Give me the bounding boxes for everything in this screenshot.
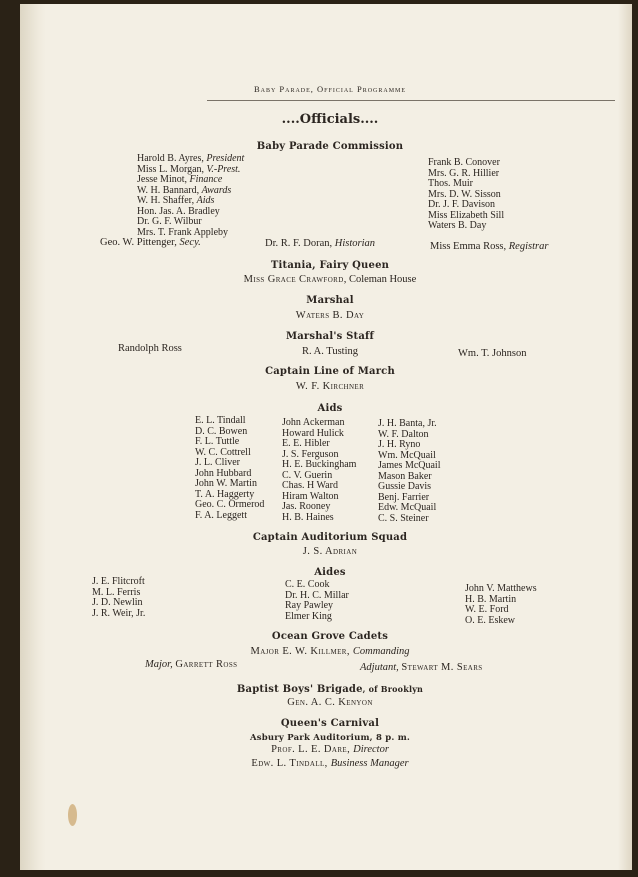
list-item: Elmer King — [285, 610, 332, 622]
aids-column-2 — [282, 418, 356, 523]
marshal-name: Waters B. Day — [295, 310, 365, 321]
list-item: T. A. Haggerty — [195, 488, 255, 500]
list-item: M. L. Ferris — [92, 586, 141, 598]
list-item: E. E. Hibler — [282, 438, 330, 449]
person-name: Dr. G. F. Wilbur — [137, 216, 202, 227]
staff-right: Wm. T. Johnson — [458, 348, 527, 359]
list-item: J. R. Weir, Jr. — [92, 607, 146, 619]
major-name: Garrett Ross — [175, 659, 238, 670]
list-item: F. L. Tuttle — [195, 436, 240, 447]
aides-column-2 — [285, 580, 349, 622]
person-name: W. H. Bannard, — [137, 184, 202, 196]
auditorium-heading: Captain Auditorium Squad — [252, 532, 408, 543]
list-item: J. L. Cliver — [195, 457, 240, 468]
list-item: Mason Baker — [378, 470, 432, 482]
person-name: Hon. Jas. A. Bradley — [137, 205, 220, 217]
list-item: J. E. Flitcroft — [92, 576, 145, 587]
commander-name: Major E. W. Killmer, — [250, 646, 353, 657]
cadets-commander — [180, 647, 480, 658]
brigade-suffix: , of Brooklyn — [362, 684, 424, 694]
major-role: Major, — [145, 659, 176, 670]
list-item: J. D. Newlin — [92, 597, 143, 608]
list-item: W. C. Cottrell — [195, 446, 251, 458]
aids-column-3 — [378, 419, 441, 524]
person-name: Jesse Minot, — [137, 174, 190, 185]
list-item: John Ackerman — [282, 417, 345, 428]
aids-heading: Aids — [317, 403, 343, 414]
person-role: Finance — [189, 174, 223, 185]
list-item: J. H. Ryno — [378, 439, 421, 450]
list-item: Frank B. Conover — [428, 157, 500, 168]
list-item: Chas. H Ward — [282, 480, 338, 491]
list-item: Dr. J. F. Davison — [428, 199, 495, 210]
list-item: J. S. Ferguson — [282, 448, 339, 460]
person-role: President — [206, 153, 245, 164]
manager-role: Business Manager — [330, 758, 409, 769]
historian — [265, 239, 375, 250]
list-item: H. E. Buckingham — [282, 459, 357, 470]
list-item: H. B. Haines — [282, 511, 334, 523]
captain-line-heading: Captain Line of March — [265, 366, 395, 377]
person-role: Awards — [201, 184, 232, 196]
person-role: V.-Prest. — [206, 163, 241, 175]
commander-role: Commanding — [352, 646, 410, 657]
list-item: C. E. Cook — [285, 579, 330, 590]
titania-name: Miss Grace Crawford — [243, 274, 344, 285]
list-item: Jas. Rooney — [282, 501, 331, 512]
secretary-name: Geo. W. Pittenger, — [100, 237, 180, 248]
list-item: Mrs. D. W. Sisson — [428, 188, 501, 200]
director-role: Director — [353, 744, 389, 755]
marshal-staff-heading: Marshal's Staff — [285, 331, 375, 342]
list-item: Dr. H. C. Millar — [285, 589, 349, 601]
director-name: Prof. L. E. Dare, — [271, 744, 354, 755]
secretary — [100, 238, 201, 249]
list-item: John Hubbard — [195, 467, 252, 479]
auditorium-name: J. S. Adrian — [302, 546, 358, 557]
aides-column-1 — [92, 577, 145, 619]
cadets-major — [145, 660, 237, 671]
list-item: Hiram Walton — [282, 490, 339, 502]
list-item: Gussie Davis — [378, 481, 432, 492]
captain-line-name: W. F. Kirchner — [295, 381, 365, 392]
list-item: Geo. C. Ormerod — [195, 499, 265, 510]
cadets-heading: Ocean Grove Cadets — [271, 631, 389, 642]
person-name: W. H. Shaffer, — [137, 195, 197, 206]
list-item: O. E. Eskew — [465, 614, 515, 626]
staff-left: Randolph Ross — [118, 343, 182, 354]
aids-column-1 — [195, 416, 264, 521]
person-role: Aids — [196, 195, 215, 206]
list-item: H. B. Martin — [465, 593, 517, 605]
carnival-heading: Queen's Carnival — [280, 718, 380, 729]
titania-line — [180, 275, 480, 286]
staff-center: R. A. Tusting — [301, 346, 359, 357]
person-name: Harold B. Ayres, — [137, 153, 207, 164]
list-item: C. V. Guerin — [282, 469, 333, 481]
cadets-adjutant — [360, 663, 483, 674]
list-item: Benj. Farrier — [378, 491, 430, 503]
commission-heading: Baby Parade Commission — [256, 141, 404, 152]
list-item: D. C. Bowen — [195, 425, 248, 437]
carnival-director — [180, 745, 480, 756]
list-item: Ray Pawley — [285, 600, 334, 611]
secretary-role: Secy. — [179, 237, 201, 248]
person-name: Mrs. T. Frank Appleby — [137, 226, 229, 238]
list-item: Mrs. G. R. Hillier — [428, 167, 500, 179]
registrar-role: Registrar — [508, 241, 549, 252]
aides-heading: Aides — [314, 567, 346, 578]
list-item: W. E. Ford — [465, 604, 509, 615]
list-item: C. S. Steiner — [378, 512, 429, 524]
manager-name: Edw. L. Tindall, — [251, 758, 331, 769]
list-item: F. A. Leggett — [195, 509, 247, 521]
titania-detail: , Coleman House — [343, 274, 417, 285]
list-item: John W. Martin — [195, 478, 257, 489]
list-item: J. H. Banta, Jr. — [378, 418, 437, 429]
aides-column-3 — [465, 584, 537, 626]
list-item: E. L. Tindall — [195, 415, 246, 426]
list-item: Thos. Muir — [428, 178, 473, 189]
list-item: Edw. McQuail — [378, 502, 437, 513]
page-title: ....Officials.... — [281, 112, 379, 127]
historian-name: Dr. R. F. Doran, — [265, 238, 335, 249]
commission-left-list — [137, 154, 244, 238]
list-item: Howard Hulick — [282, 427, 344, 439]
list-item: W. F. Dalton — [378, 428, 429, 440]
carnival-manager — [180, 759, 480, 770]
list-item: Wm. McQuail — [378, 449, 436, 461]
brigade-general: Gen. A. C. Kenyon — [287, 697, 373, 708]
list-item: James McQuail — [378, 460, 441, 471]
registrar — [430, 242, 548, 253]
commission-right-list — [428, 158, 504, 232]
list-item: John V. Matthews — [465, 583, 537, 594]
header-rule — [207, 100, 615, 101]
person-name: Miss L. Morgan, — [137, 163, 207, 175]
list-item: Miss Elizabeth Sill — [428, 209, 505, 221]
titania-heading: Titania, Fairy Queen — [270, 260, 390, 271]
adjutant-name: Stewart M. Sears — [401, 662, 483, 673]
brigade-heading: Baptist Boys' Brigade — [236, 684, 363, 695]
registrar-name: Miss Emma Ross, — [430, 241, 509, 252]
carnival-venue: Asbury Park Auditorium, 8 p. m. — [249, 733, 411, 743]
adjutant-role: Adjutant, — [360, 662, 402, 673]
historian-role: Historian — [334, 238, 376, 249]
running-header: Baby Parade, Official Programme — [253, 84, 407, 94]
marshal-heading: Marshal — [306, 295, 354, 306]
brigade-heading-line — [180, 684, 480, 696]
list-item: Waters B. Day — [428, 220, 487, 231]
